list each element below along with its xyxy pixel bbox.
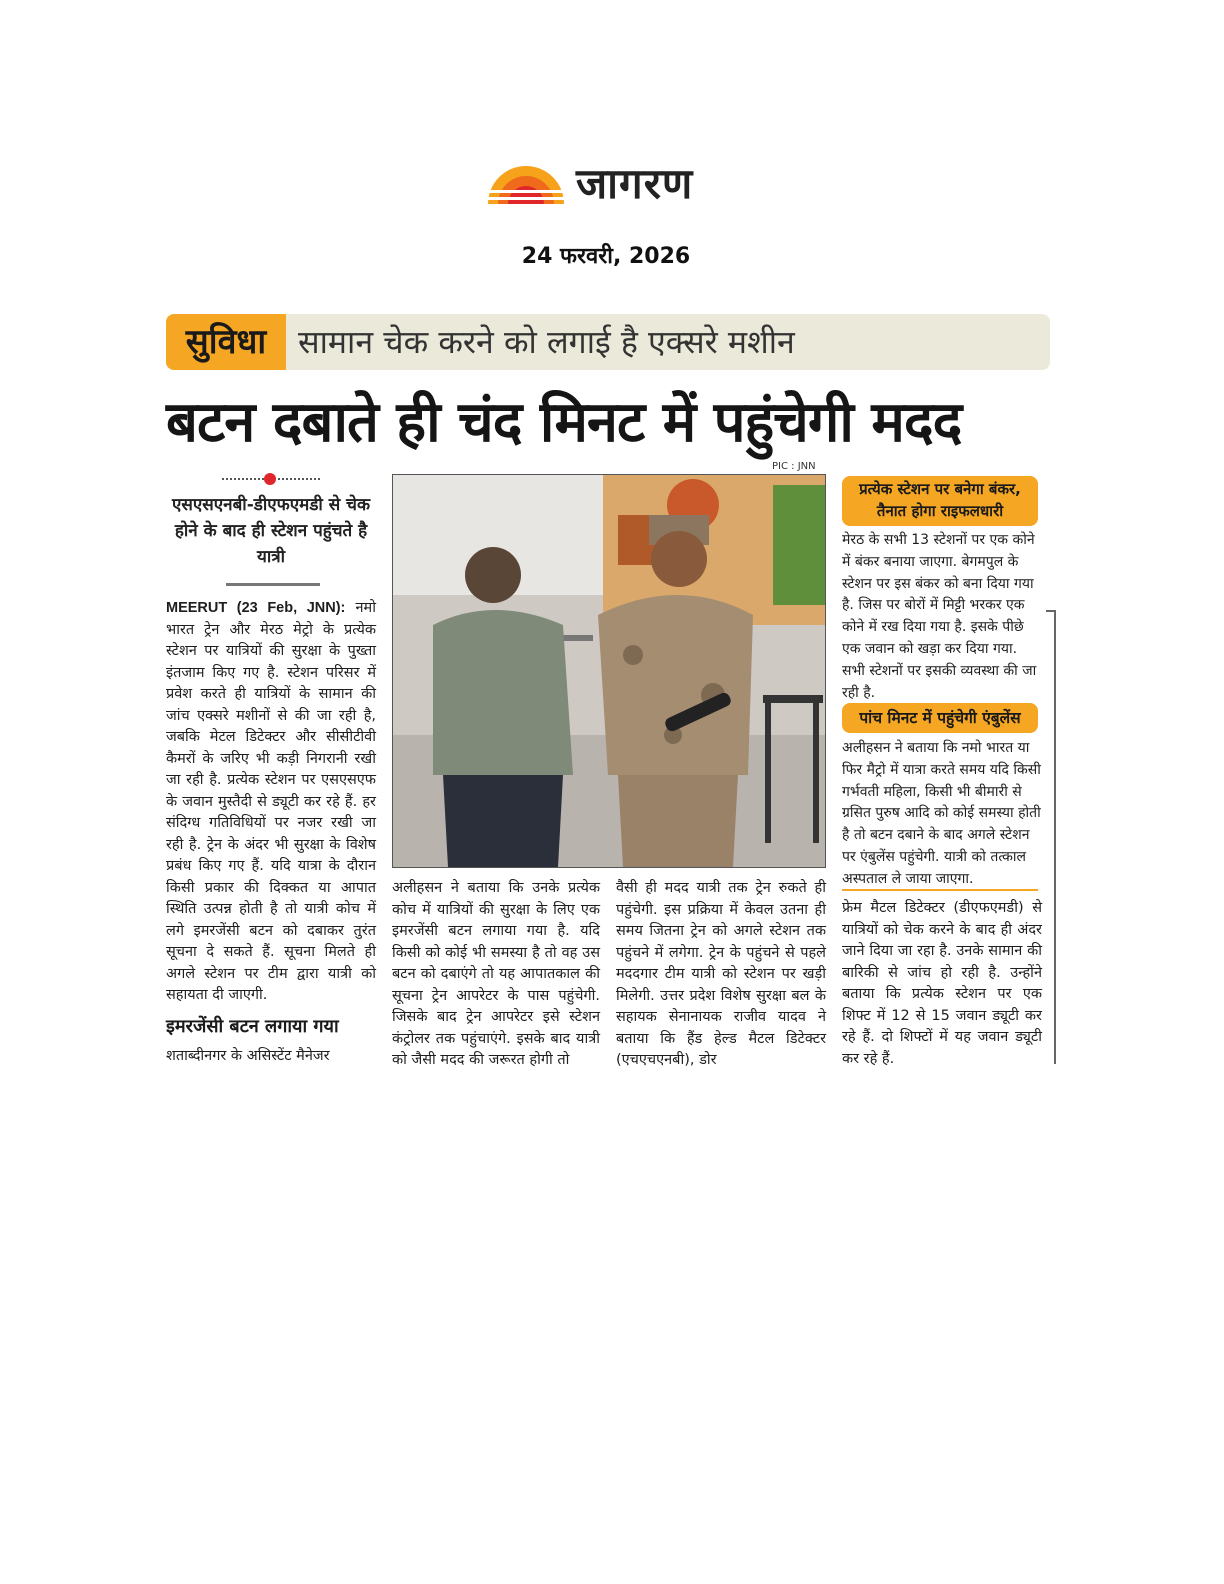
red-dot-icon [264,473,276,485]
jagran-sun-logo-icon [484,160,568,204]
dateline: MEERUT (23 Feb, JNN): [166,600,346,616]
sidebar-text-bunker: मेरठ के सभी 13 स्टेशनों पर एक कोने में बंकर बनाया जाएगा. बेगमपुल के स्टेशन पर इस बंकर को बना दिया गया है. जिस पर बोरों में मिट्टी भरकर एक कोने में रख दिया गया है. इसके पीछे एक जवान को खड़ा कर दिया गया. सभी स्टेशनों पर इसकी व्यवस्था की जा रही है. [842,532,1037,701]
publication-date: 24 फरवरी, 2026 [521,244,691,269]
sidebar-heading-bunker: प्रत्येक स्टेशन पर बनेगा बंकर, तैनात होगा राइफलधारी [842,476,1038,526]
column-border-line [1054,612,1056,1064]
photo-credit: PIC : JNN [772,461,816,472]
column-1-tail: शताब्दीनगर के असिस्टेंट मैनेजर [166,1048,330,1064]
column-1-subheading: इमरजेंसी बटन लगाया गया [166,1016,339,1037]
sidebar-heading-ambulance: पांच मिनट में पहुंचेगी एंबुलेंस [842,703,1038,733]
masthead-brand: जागरण [576,159,694,208]
kicker-label: सुविधा [166,314,286,370]
photo-illustration [393,475,825,867]
sidebar-text-ambulance: अलीहसन ने बताया कि नमो भारत या फिर मैट्रो में यात्रा करते समय यदि किसी गर्भवती महिला, किसी भी बीमारी से ग्रसित पुरुष आदि को कोई समस्या होती है तो बटन दबाने के बाद अगले स्टेशन पर एंबुलेंस पहुंचेगी. यात्री को तत्काल अस्पताल ले जाया जाएगा. [842,740,1041,887]
subhead: एसएसएनबी-डीएफएमडी से चेक होने के बाद ही स्टेशन पहुंचते है यात्री [171,495,371,567]
masthead [484,156,744,208]
column-border-tick [1046,610,1056,612]
column-1-body: नमो भारत ट्रेन और मेरठ मेट्रो के प्रत्येक स्टेशन पर यात्रियों की सुरक्षा के पुख्ता इंतजाम किए गए है. स्टेशन परिसर में प्रवेश करते ही यात्रियों के सामान की जांच एक्सरे मशीनों से की जा रही है, जबकि मेटल डिटेक्टर और सीसीटीवी कैमरों के जरिए भी कड़ी निगरानी रखी जा रही है. प्रत्येक स्टेशन पर एसएसएफ के जवान मुस्तैदी से ड्यूटी कर रहे हैं. हर संदिग्ध गतिविधियों पर नजर रखी जा रही है. ट्रेन के अंदर भी सुरक्षा के विशेष प्रबंध किए गए हैं. यदि यात्रा के दौरान किसी प्रकार की दिक्कत या आपात स्थिति उत्पन्न होती है तो यात्री कोच में लगे इमरजेंसी बटन को दबाकर तुरंत सूचना दे सकते हैं. सूचना मिलते ही अगले स्टेशन पर टीम द्वारा यात्री को सहायता दी जाएगी. [166,600,376,1003]
headline: बटन दबाते ही चंद मिनट में पहुंचेगी मदद [166,390,962,455]
subhead-ornament [222,472,320,486]
column-1-text [166,598,376,1007]
sidebar-divider [842,889,1038,891]
column-2-text: अलीहसन ने बताया कि उनके प्रत्येक कोच में यात्रियों की सुरक्षा के लिए एक इमरजेंसी बटन लगाया गया है. यदि किसी को कोई भी समस्या है तो वह उस बटन को दबाएंगे तो यह आपातकाल की सूचना ट्रेन आपरेटर के पास पहुंचेगी. जिसके बाद ट्रेन आपरेटर इसे स्टेशन कंट्रोलर तक पहुंचाएंगे. इसके बाद यात्री को जैसी मदद की जरूरत होगी तो [392,880,600,1068]
subhead-divider [226,583,320,586]
sidebar-text-detectors: फ्रेम मैटल डिटेक्टर (डीएफएमडी) से यात्रियों को चेक करने के बाद ही अंदर जाने दिया जा रहा है. उनके सामान की बारिकी से जांच हो रही है. उन्होंने बताया कि प्रत्येक स्टेशन पर एक शिफ्ट में 12 से 15 जवान ड्यूटी कर रहे हैं. दो शिफ्टों में यह जवान ड्यूटी कर रहे हैं. [842,900,1042,1067]
kicker-text: सामान चेक करने को लगाई है एक्सरे मशीन [298,323,795,361]
news-photo [392,474,826,868]
column-3-text: वैसी ही मदद यात्री तक ट्रेन रुकते ही पहुंचेगी. इस प्रक्रिया में केवल उतना ही समय जितना ट्रेन को अगले स्टेशन तक पहुंचने में लगेगा. ट्रेन के पहुंचने से पहले मददगार टीम यात्री को स्टेशन पर खड़ी मिलेगी. उत्तर प्रदेश विशेष सुरक्षा बल के सहायक सेनानायक राजीव यादव ने बताया कि हैंड हेल्ड मैटल डिटेक्टर (एचएचएनबी), डोर [616,880,826,1068]
